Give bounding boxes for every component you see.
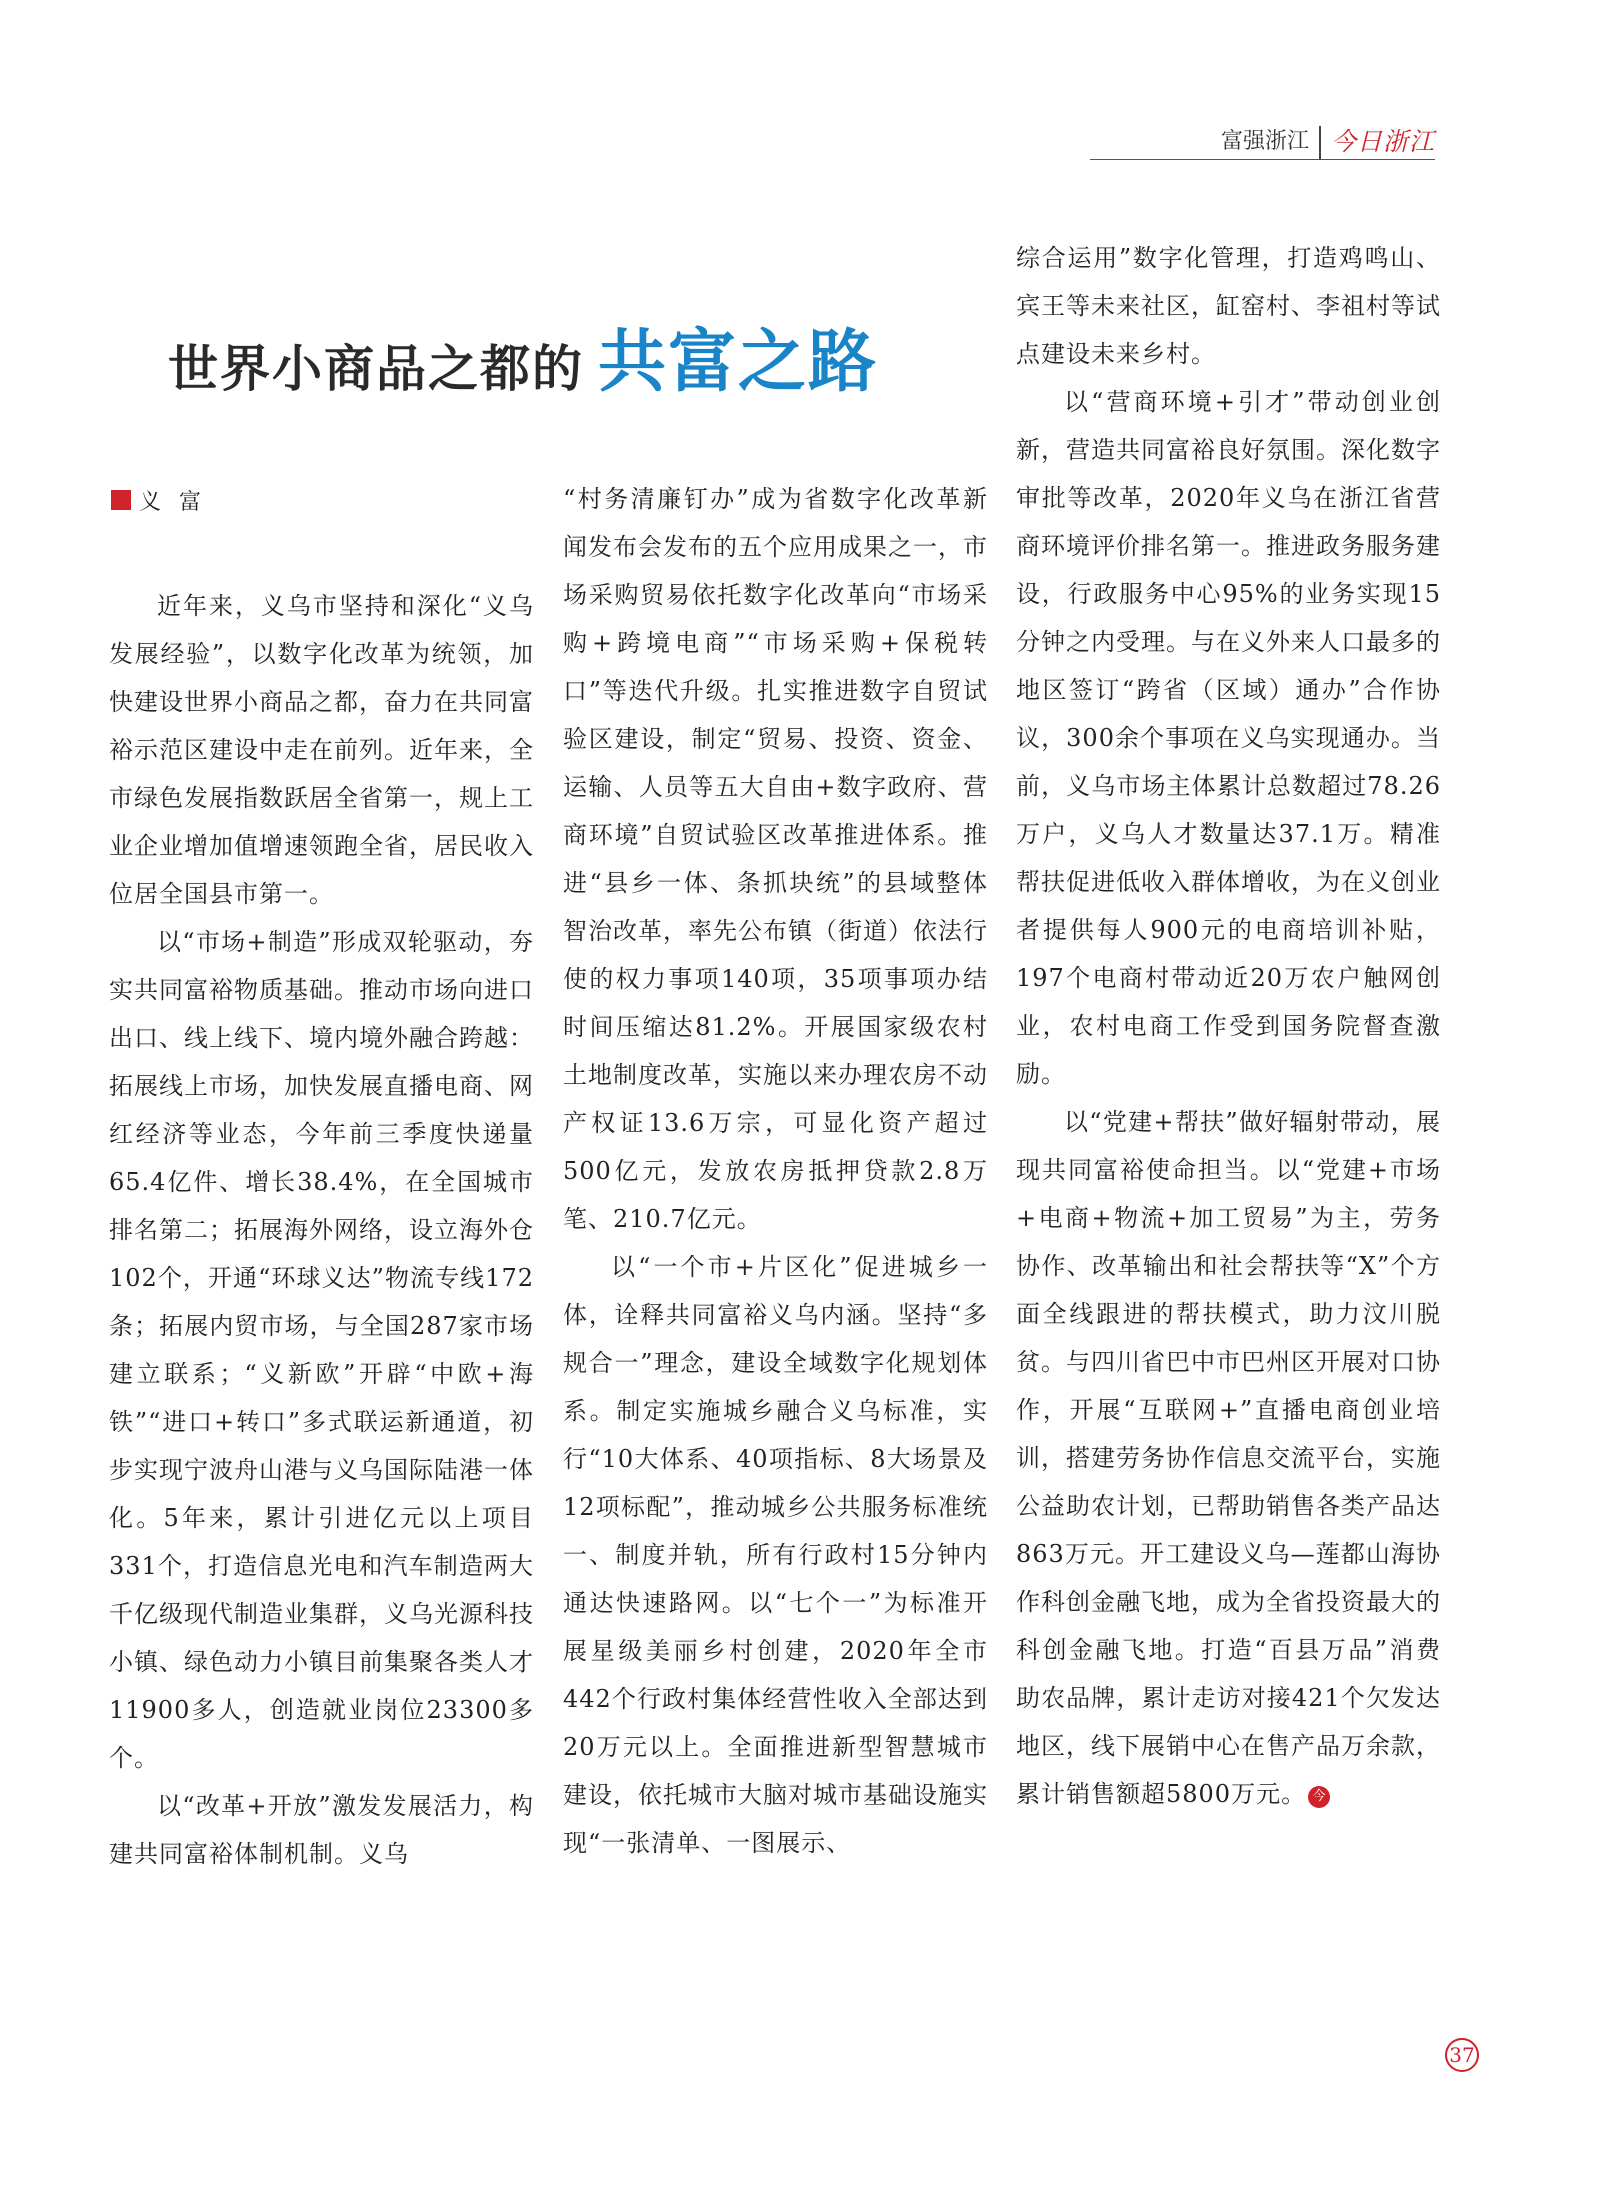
section-label: 富强浙江 xyxy=(1220,129,1309,154)
running-header xyxy=(1090,126,1435,160)
paragraph: “村务清廉钉办”成为省数字化改革新闻发布会发布的五个应用成果之一，市场采购贸易依托数字化改革向“市场采购+跨境电商”“市场采购+保税转口”等迭代升级。扎实推进数字自贸试验区建设，制定“贸易、投资、资金、运输、人员等五大自由+数字政府、营商环境”自贸试验区改革推进体系。推进“县乡一体、条抓块统”的县域整体智治改革，率先公布镇（街道）依法行使的权力事项140项，35项事项办结时间压缩达81.2%。开展国家级农村土地制度改革，实施以来办理农房不动产权证13.6万宗，可显化资产超过500亿元，发放农房抵押贷款2.8万笔、210.7亿元。 xyxy=(563,485,988,1233)
paragraph: 以“一个市+片区化”促进城乡一体，诠释共同富裕义乌内涵。坚持“多规合一”理念，建设全域数字化规划体系。制定实施城乡融合义乌标准，实行“10大体系、40项指标、8大场景及12项标配”，推动城乡公共服务标准统一、制度并轨，所有行政村15分钟内通达快速路网。以“七个一”为标准开展星级美丽乡村创建，2020年全市442个行政村集体经营性收入全部达到20万元以上。全面推进新型智慧城市建设，依托城市大脑对城市基础设施实现“一张清单、一图展示、 xyxy=(563,1253,988,1857)
paragraph: 近年来，义乌市坚持和深化“义乌发展经验”，以数字化改革为统领，加快建设世界小商品之都，奋力在共同富裕示范区建设中走在前列。近年来，全市绿色发展指数跃居全省第一，规上工业企业增加值增速领跑全省，居民收入位居全国县市第一。 xyxy=(109,592,534,908)
end-mark-icon: 今 xyxy=(1308,1786,1330,1808)
page-number: 37 xyxy=(1445,2038,1479,2072)
text-column-2 xyxy=(563,475,988,1867)
byline xyxy=(111,484,219,516)
text-column-1 xyxy=(109,582,534,1878)
header-separator xyxy=(1319,126,1321,160)
paragraph xyxy=(1016,1098,1441,1818)
author-name: 义富 xyxy=(139,489,220,515)
paragraph: 以“改革+开放”激发发展活力，构建共同富裕体制机制。义乌 xyxy=(109,1792,534,1868)
title-main: 世界小商品之都的 xyxy=(168,339,584,398)
paragraph: 以“市场+制造”形成双轮驱动，夯实共同富裕物质基础。推动市场向进口出口、线上线下、境内境外融合跨越：拓展线上市场，加快发展直播电商、网红经济等业态，今年前三季度快递量65.4亿件、增长38.4%，在全国城市排名第二；拓展海外网络，设立海外仓102个，开通“环球义达”物流专线172条；拓展内贸市场，与全国287家市场建立联系；“义新欧”开辟“中欧+海铁”“进口+转口”多式联运新通道，初步实现宁波舟山港与义乌国际陆港一体化。5年来，累计引进亿元以上项目331个，打造信息光电和汽车制造两大千亿级现代制造业集群，义乌光源科技小镇、绿色动力小镇目前集聚各类人才11900多人，创造就业岗位23300多个。 xyxy=(109,928,534,1772)
paragraph: 综合运用”数字化管理，打造鸡鸣山、宾王等未来社区，缸窑村、李祖村等试点建设未来乡村。 xyxy=(1016,244,1441,368)
magazine-logo: 今日浙江 xyxy=(1330,127,1435,156)
title-accent: 共富之路 xyxy=(598,323,879,402)
byline-marker xyxy=(111,490,131,510)
text-column-3 xyxy=(1016,234,1441,1818)
paragraph-text: 以“党建+帮扶”做好辐射带动，展现共同富裕使命担当。以“党建+市场+电商+物流+加工贸易”为主，劳务协作、改革输出和社会帮扶等“X”个方面全线跟进的帮扶模式，助力汶川脱贫。与四川省巴中市巴州区开展对口协作，开展“互联网+”直播电商创业培训，搭建劳务协作信息交流平台，实施公益助农计划，已帮助销售各类产品达863万元。开工建设义乌—莲都山海协作科创金融飞地，成为全省投资最大的科创金融飞地。打造“百县万品”消费助农品牌，累计走访对接421个欠发达地区，线下展销中心在售产品万余款，累计销售额超5800万元。 xyxy=(1016,1108,1441,1808)
paragraph: 以“营商环境+引才”带动创业创新，营造共同富裕良好氛围。深化数字审批等改革，2020年义乌在浙江省营商环境评价排名第一。推进政务服务建设，行政服务中心95%的业务实现15分钟之内受理。与在义外来人口最多的地区签订“跨省（区域）通办”合作协议，300余个事项在义乌实现通办。当前，义乌市场主体累计总数超过78.26万户，义乌人才数量达37.1万。精准帮扶促进低收入群体增收，为在义创业者提供每人900元的电商培训补贴，197个电商村带动近20万农户触网创业，农村电商工作受到国务院督查激励。 xyxy=(1016,388,1441,1088)
article-title xyxy=(168,320,938,400)
